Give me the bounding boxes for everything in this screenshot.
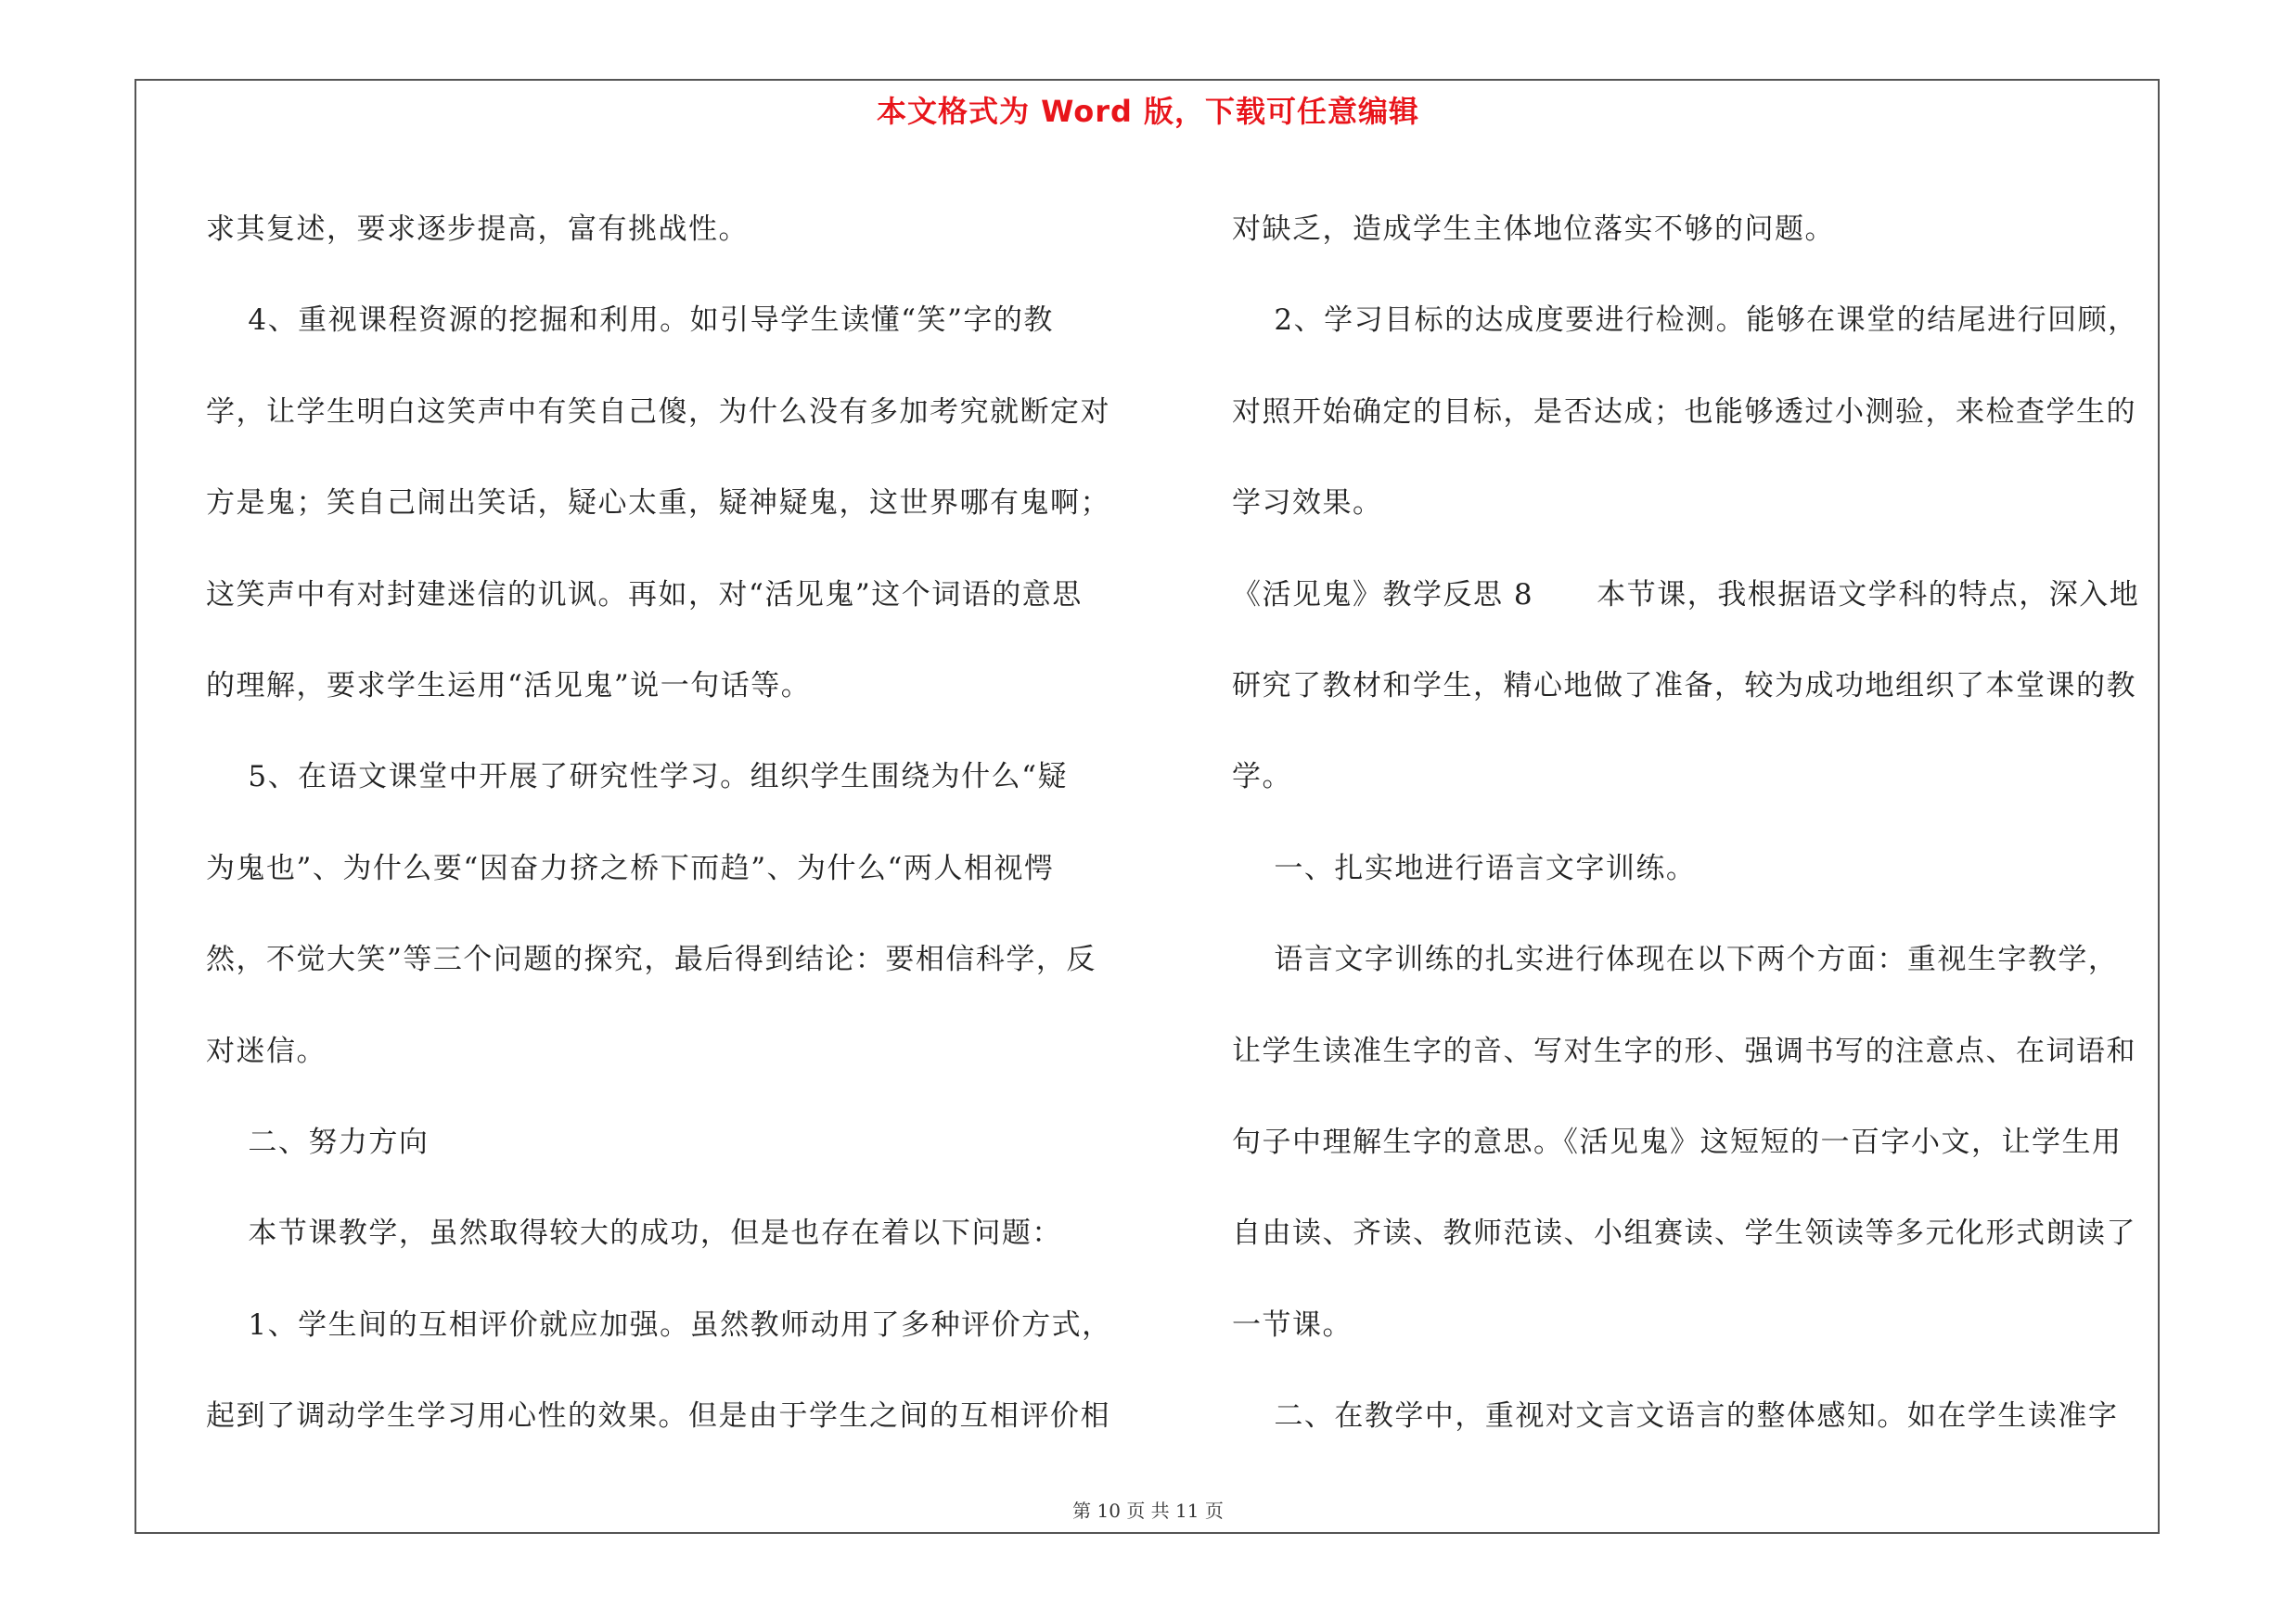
text-line: 《活见鬼》教学反思 8 本节课，我根据语文学科的特点，深入地 bbox=[1232, 577, 2140, 612]
text-line: 4、重视课程资源的挖掘和利用。如引导学生读懂“笑”字的教 bbox=[206, 303, 1054, 338]
text-line: 5、在语文课堂中开展了研究性学习。组织学生围绕为什么“疑 bbox=[206, 760, 1068, 794]
text-line: 研究了教材和学生，精心地做了准备，较为成功地组织了本堂课的教 bbox=[1232, 668, 2136, 702]
text-line: 这笑声中有对封建迷信的讥讽。再如，对“活见鬼”这个词语的意思 bbox=[206, 577, 1083, 612]
page-number-footer: 第 10 页 共 11 页 bbox=[1072, 1500, 1224, 1522]
left-text-column bbox=[206, 184, 1148, 1462]
text-line: 句子中理解生字的意思。《活见鬼》这短短的一百字小文，让学生用 bbox=[1232, 1125, 2123, 1159]
text-line: 语言文字训练的扎实进行体现在以下两个方面：重视生字教学， bbox=[1232, 943, 2119, 977]
text-line: 学，让学生明白这笑声中有笑自己傻，为什么没有多加考究就断定对 bbox=[206, 394, 1110, 429]
text-line: 对缺乏，造成学生主体地位落实不够的问题。 bbox=[1232, 213, 1835, 246]
text-line: 对照开始确定的目标，是否达成；也能够透过小测验，来检查学生的 bbox=[1232, 394, 2136, 429]
text-line: 一节课。 bbox=[1232, 1307, 1353, 1342]
text-line: 本节课教学，虽然取得较大的成功，但是也存在着以下问题： bbox=[206, 1217, 1062, 1251]
text-line: 方是鬼；笑自己闹出笑话，疑心太重，疑神疑鬼，这世界哪有鬼啊； bbox=[206, 486, 1110, 521]
text-line: 1、学生间的互相评价就应加强。虽然教师动用了多种评价方式， bbox=[206, 1307, 1112, 1342]
text-line: 2、学习目标的达成度要进行检测。能够在课堂的结尾进行回顾， bbox=[1232, 303, 2138, 338]
text-line: 为鬼也”、为什么要“因奋力挤之桥下而趋”、为什么“两人相视愕 bbox=[206, 851, 1055, 885]
text-line: 求其复述，要求逐步提高，富有挑战性。 bbox=[206, 213, 749, 246]
text-line: 学。 bbox=[1232, 760, 1292, 794]
text-line: 学习效果。 bbox=[1232, 486, 1383, 521]
text-line: 然，不觉大笑”等三个问题的探究，最后得到结论：要相信科学，反 bbox=[206, 943, 1097, 977]
text-line: 二、在教学中，重视对文言文语言的整体感知。如在学生读准字 bbox=[1232, 1399, 2119, 1434]
text-line: 起到了调动学生学习用心性的效果。但是由于学生之间的互相评价相 bbox=[206, 1399, 1110, 1434]
text-line: 自由读、齐读、教师范读、小组赛读、学生领读等多元化形式朗读了 bbox=[1232, 1217, 2136, 1251]
right-text-column bbox=[1232, 184, 2178, 1462]
text-line: 让学生读准生字的音、写对生字的形、强调书写的注意点、在词语和 bbox=[1232, 1034, 2136, 1068]
text-line: 对迷信。 bbox=[206, 1034, 327, 1068]
text-line: 一、扎实地进行语言文字训练。 bbox=[1232, 851, 1697, 885]
format-notice-banner: 本文格式为 Word 版，下载可任意编辑 bbox=[876, 94, 1420, 129]
text-line: 二、努力方向 bbox=[206, 1125, 430, 1159]
text-line: 的理解，要求学生运用“活见鬼”说一句话等。 bbox=[206, 668, 812, 702]
